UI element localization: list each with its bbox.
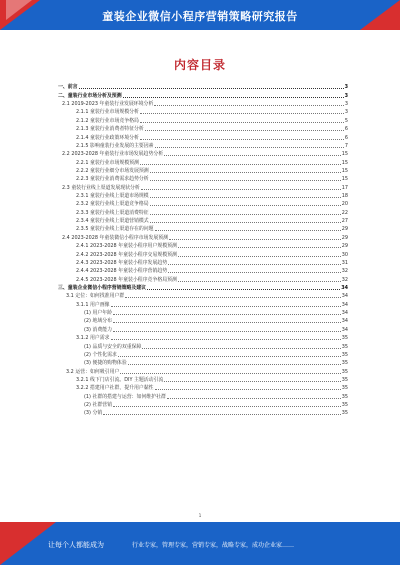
toc-entry[interactable] <box>58 207 348 215</box>
toc-entry-text: 2.1.1 童装行业市场规模分析 <box>76 109 139 116</box>
toc-entry[interactable] <box>58 90 348 98</box>
toc-entry[interactable] <box>58 400 348 408</box>
toc-entry[interactable] <box>58 132 348 140</box>
toc-entry[interactable] <box>58 141 348 149</box>
toc-entry-page: 35 <box>341 385 348 392</box>
toc-leader-dots <box>113 406 341 407</box>
toc-leader-dots <box>168 264 341 265</box>
toc-entry-page: 34 <box>341 326 348 333</box>
toc-entry[interactable] <box>58 324 348 332</box>
toc-leader-dots <box>118 356 341 357</box>
toc-leader-dots <box>145 130 344 131</box>
toc-entry-page: 35 <box>341 376 348 383</box>
toc-entry-text: (1) 社群的搭建与运营：如何维护社群 <box>84 393 166 400</box>
toc-entry-text: 2.3 童装行业线上渠道发展现状分析 <box>62 184 140 191</box>
toc-entry[interactable] <box>58 174 348 182</box>
toc-entry[interactable] <box>58 283 348 291</box>
toc-leader-dots <box>150 214 341 215</box>
toc-leader-dots <box>140 122 344 123</box>
toc-leader-dots <box>123 97 344 98</box>
toc-entry[interactable] <box>58 350 348 358</box>
toc-entry-page: 15 <box>341 167 348 174</box>
toc-entry[interactable] <box>58 232 348 240</box>
toc-entry-page: 35 <box>341 393 348 400</box>
toc-entry-text: 3.2.1 线下门店引流、DIY 主题活动引流 <box>76 376 164 383</box>
toc-leader-dots <box>178 247 341 248</box>
toc-entry-page: 34 <box>341 310 348 317</box>
toc-entry-text: 2.2.3 童装行业消费需求趋势分析 <box>76 176 149 183</box>
toc-entry-text: 2.4.2 2023-2028 年童装小程序交易规模预测 <box>76 251 177 258</box>
toc-entry[interactable] <box>58 216 348 224</box>
toc-entry-text: 2.3.4 童装行业线上渠道营销模式 <box>76 218 149 225</box>
toc-leader-dots <box>155 389 341 390</box>
toc-leader-dots <box>178 281 341 282</box>
toc-leader-dots <box>147 289 340 290</box>
toc-title: 内容目录 <box>173 58 226 72</box>
toc-entry[interactable] <box>58 383 348 391</box>
toc-entry-page: 29 <box>341 226 348 233</box>
toc-entry-text: 2.3.1 童装行业线上渠道市场规模 <box>76 193 149 200</box>
toc-entry-page: 5 <box>344 117 348 124</box>
toc-entry[interactable] <box>58 266 348 274</box>
toc-leader-dots <box>164 155 341 156</box>
toc-entry-text: 3.1 定位：如何找准用户群 <box>66 293 125 300</box>
toc-leader-dots <box>140 164 341 165</box>
toc-entry-page: 29 <box>341 234 348 241</box>
toc-entry-page: 30 <box>341 251 348 258</box>
toc-entry-text: 2.1.2 童装行业市场竞争格局 <box>76 117 139 124</box>
toc-leader-dots <box>111 339 341 340</box>
footer-slogan-right: 行业专家，管理专家，营销专家，战略专家，成功企业家…… <box>132 542 295 549</box>
toc-entry[interactable] <box>58 391 348 399</box>
toc-entry[interactable] <box>58 274 348 282</box>
toc-entry[interactable] <box>58 366 348 374</box>
toc-leader-dots <box>155 147 344 148</box>
toc-entry-page: 29 <box>341 243 348 250</box>
toc-entry-page: 35 <box>341 368 348 375</box>
toc-entry[interactable] <box>58 308 348 316</box>
toc-entry-text: 2.3.3 童装行业线上渠道消费特征 <box>76 209 149 216</box>
toc-entry-page: 20 <box>341 201 348 208</box>
toc-entry-text: 3.2 运营：如何吸引用户 <box>66 368 120 375</box>
toc-leader-dots <box>150 222 341 223</box>
toc-entry-page: 32 <box>341 276 348 283</box>
toc-leader-dots <box>178 256 341 257</box>
toc-entry-text: (2) 个性化需求 <box>84 351 117 358</box>
footer-banner <box>0 522 400 565</box>
toc-leader-dots <box>111 306 341 307</box>
toc-leader-dots <box>167 398 341 399</box>
toc-leader-dots <box>125 297 341 298</box>
toc-leader-dots <box>164 381 340 382</box>
toc-entry-page: 6 <box>344 134 348 141</box>
toc-entry[interactable] <box>58 199 348 207</box>
toc-entry[interactable] <box>58 375 348 383</box>
toc-entry-page: 6 <box>344 126 348 133</box>
toc-leader-dots <box>113 331 341 332</box>
toc-entry-page: 35 <box>341 410 348 417</box>
toc-entry-page: 35 <box>341 351 348 358</box>
toc-entry-text: (3) 便捷的购物体验 <box>84 360 127 367</box>
toc-leader-dots <box>140 139 344 140</box>
toc-entry-page: 34 <box>341 318 348 325</box>
toc-entry-page: 34 <box>341 301 348 308</box>
toc-entry-page: 27 <box>341 218 348 225</box>
toc-entry-page: 3 <box>344 84 348 91</box>
toc-entry[interactable] <box>58 107 348 115</box>
header-banner <box>0 0 400 30</box>
toc-entry-page: 3 <box>344 109 348 116</box>
toc-leader-dots <box>169 239 341 240</box>
toc-entry[interactable] <box>58 191 348 199</box>
toc-entry-text: (2) 地域分布 <box>84 318 113 325</box>
toc-entry[interactable] <box>58 333 348 341</box>
toc-entry[interactable] <box>58 358 348 366</box>
toc-leader-dots <box>140 113 344 114</box>
toc-entry-text: 2.2.1 童装行业市场规模预测 <box>76 159 139 166</box>
toc-entry-text: (2) 社群营销 <box>84 402 113 409</box>
toc-entry-text: 2.3.2 童装行业线上渠道竞争格局 <box>76 201 149 208</box>
toc-leader-dots <box>150 205 341 206</box>
toc-entry-page: 15 <box>341 176 348 183</box>
toc-entry-text: 2.4.5 2023-2028 年童装小程序竞争格局预测 <box>76 276 177 283</box>
toc-entry-text: 2.1.4 童装行业政策环境分析 <box>76 134 139 141</box>
toc-entry-text: 三、童装企业微信小程序营销策略及建议 <box>58 284 147 291</box>
toc-leader-dots <box>155 230 341 231</box>
toc-entry-page: 22 <box>341 209 348 216</box>
toc-entry[interactable] <box>58 408 348 416</box>
toc-entry[interactable] <box>58 115 348 123</box>
table-of-contents <box>58 82 348 416</box>
toc-leader-dots <box>150 180 341 181</box>
toc-entry-text: 2.2.2 童装行业细分市场发展预测 <box>76 167 149 174</box>
report-title: 童装企业微信小程序营销策略研究报告 <box>102 10 298 23</box>
toc-leader-dots <box>150 172 341 173</box>
toc-entry[interactable] <box>58 299 348 307</box>
toc-entry-text: 2.4.1 2023-2028 年童装小程序用户规模预测 <box>76 243 177 250</box>
toc-entry-page: 17 <box>341 184 348 191</box>
toc-entry[interactable] <box>58 166 348 174</box>
toc-entry-page: 15 <box>341 159 348 166</box>
toc-entry-text: 2.1.5 影响童装行业发展的主要因素 <box>76 142 154 149</box>
toc-entry-text: 2.3.5 童装行业线上渠道存在的问题 <box>76 226 154 233</box>
toc-entry-page: 32 <box>341 268 348 275</box>
toc-entry[interactable] <box>58 182 348 190</box>
toc-entry[interactable] <box>58 258 348 266</box>
toc-entry[interactable] <box>58 82 348 90</box>
toc-entry-page: 7 <box>344 142 348 149</box>
toc-entry-page: 31 <box>341 259 348 266</box>
toc-entry[interactable] <box>58 291 348 299</box>
toc-entry-text: (1) 用户年龄 <box>84 310 113 317</box>
toc-entry-page: 3 <box>344 101 348 108</box>
toc-entry-text: 3.1.2 用户需求 <box>76 335 110 342</box>
toc-leader-dots <box>79 88 344 89</box>
toc-leader-dots <box>141 189 341 190</box>
toc-leader-dots <box>120 373 340 374</box>
toc-entry-page: 35 <box>341 343 348 350</box>
toc-entry-text: 2.1 2019-2023 年童装行业发展环境分析 <box>62 101 154 108</box>
toc-leader-dots <box>128 364 341 365</box>
toc-entry-page: 35 <box>341 402 348 409</box>
toc-entry[interactable] <box>58 316 348 324</box>
toc-entry-text: 2.4 2023-2028 年童装微信小程序市场发展预测 <box>62 234 169 241</box>
toc-leader-dots <box>113 314 341 315</box>
toc-leader-dots <box>142 348 340 349</box>
toc-entry-text: 3.2.2 搭建用户社群，提升用户黏性 <box>76 385 154 392</box>
toc-leader-dots <box>113 322 341 323</box>
toc-entry[interactable] <box>58 241 348 249</box>
toc-entry[interactable] <box>58 224 348 232</box>
page-number: 1 <box>198 513 202 518</box>
toc-entry-page: 18 <box>341 193 348 200</box>
toc-entry-text: 2.2 2023-2028 年童装行业市场发展趋势分析 <box>62 151 164 158</box>
toc-entry-text: (1) 品质与安全的双重保障 <box>84 343 142 350</box>
toc-leader-dots <box>168 272 341 273</box>
toc-leader-dots <box>150 197 341 198</box>
toc-leader-dots <box>154 105 344 106</box>
toc-entry[interactable] <box>58 149 348 157</box>
toc-entry-page: 35 <box>341 335 348 342</box>
toc-entry-text: 2.1.3 童装行业消费者特征分析 <box>76 126 144 133</box>
toc-entry-page: 34 <box>341 293 348 300</box>
toc-entry-text: (3) 消费能力 <box>84 326 113 333</box>
toc-entry-text: (3) 分销 <box>84 410 103 417</box>
toc-entry[interactable] <box>58 341 348 349</box>
toc-entry-page: 3 <box>344 92 348 99</box>
toc-entry[interactable] <box>58 249 348 257</box>
toc-entry[interactable] <box>58 99 348 107</box>
toc-entry-page: 15 <box>341 151 348 158</box>
toc-entry-text: 3.1.1 用户画像 <box>76 301 110 308</box>
toc-leader-dots <box>103 414 341 415</box>
toc-entry-text: 2.4.3 2023-2028 年童装小程序发展趋势 <box>76 259 168 266</box>
footer-slogan-left: 让每个人都能成为 <box>48 541 104 549</box>
toc-entry[interactable] <box>58 157 348 165</box>
toc-entry-page: 34 <box>341 284 348 291</box>
toc-entry-page: 35 <box>341 360 348 367</box>
toc-entry-text: 一、前言 <box>58 84 78 91</box>
toc-entry[interactable] <box>58 124 348 132</box>
toc-entry-text: 2.4.4 2023-2028 年童装小程序营销趋势 <box>76 268 168 275</box>
toc-entry-text: 二、童装行业市场分析及预测 <box>58 92 122 99</box>
